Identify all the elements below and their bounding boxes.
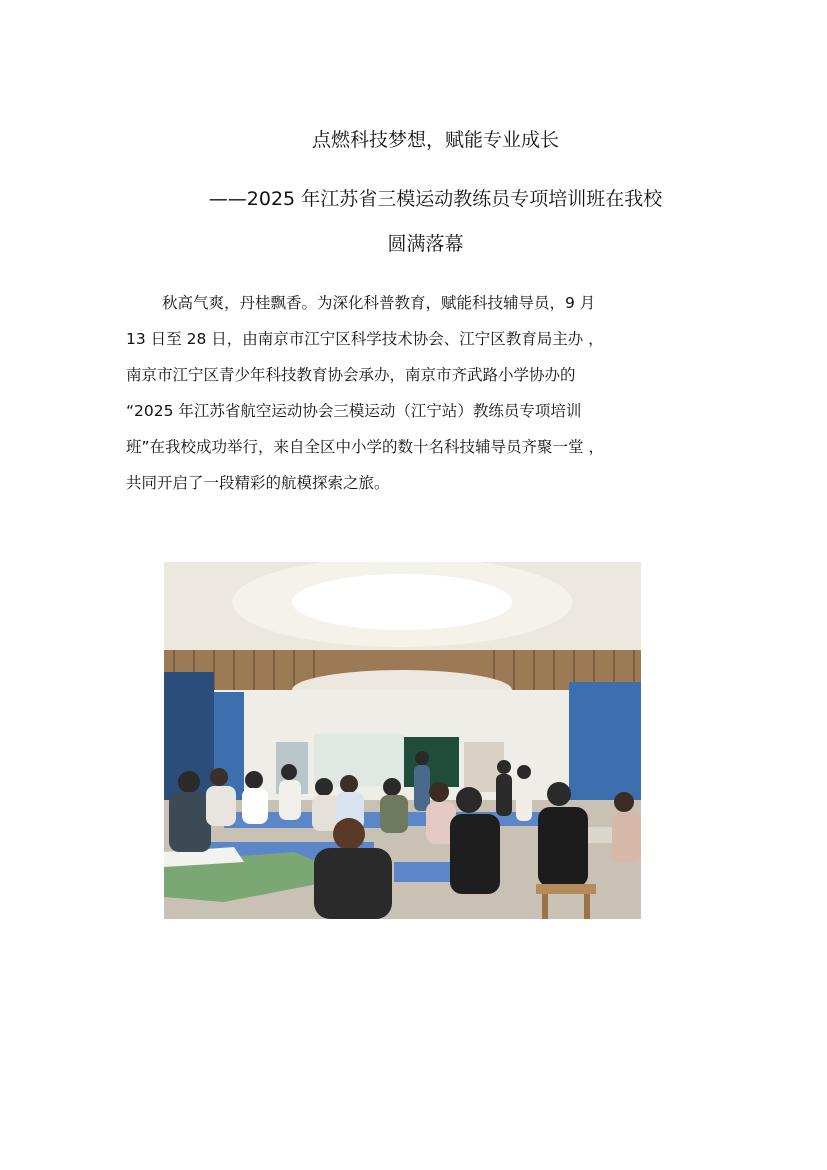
- paragraph-line: “2025 年江苏省航空运动协会三模运动（江宁站）教练员专项培训: [126, 402, 582, 420]
- article-body: [126, 285, 706, 501]
- stool-leg: [584, 894, 590, 919]
- stool-leg: [542, 894, 548, 919]
- article-subtitle-line-1: ——2025 年江苏省三模运动教练员专项培训班在我校: [208, 188, 663, 210]
- stool: [536, 884, 596, 894]
- paragraph-line: 班”在我校成功举行，来自全区中小学的数十名科技辅导员齐聚一堂 ，: [126, 438, 604, 456]
- right-curtain: [569, 682, 641, 802]
- blackboard: [404, 737, 459, 787]
- ceiling-ring-inner: [292, 574, 512, 630]
- training-classroom-photo: [164, 562, 641, 919]
- paragraph-line: 共同开启了一段精彩的航模探索之旅。: [126, 474, 390, 492]
- article-title: 点燃科技梦想，赋能专业成长: [311, 129, 559, 151]
- article-subtitle-line-2: 圆满落幕: [387, 233, 464, 255]
- paragraph-line: 南京市江宁区青少年科技教育协会承办，南京市齐武路小学协办的: [126, 366, 576, 384]
- classroom-illustration: [164, 562, 641, 919]
- paragraph-line: 秋高气爽，丹桂飘香。为深化科普教育，赋能科技辅导员，9 月: [162, 294, 596, 312]
- paragraph-line: 13 日至 28 日，由南京市江宁区科学技术协会、江宁区教育局主办 ，: [126, 330, 604, 348]
